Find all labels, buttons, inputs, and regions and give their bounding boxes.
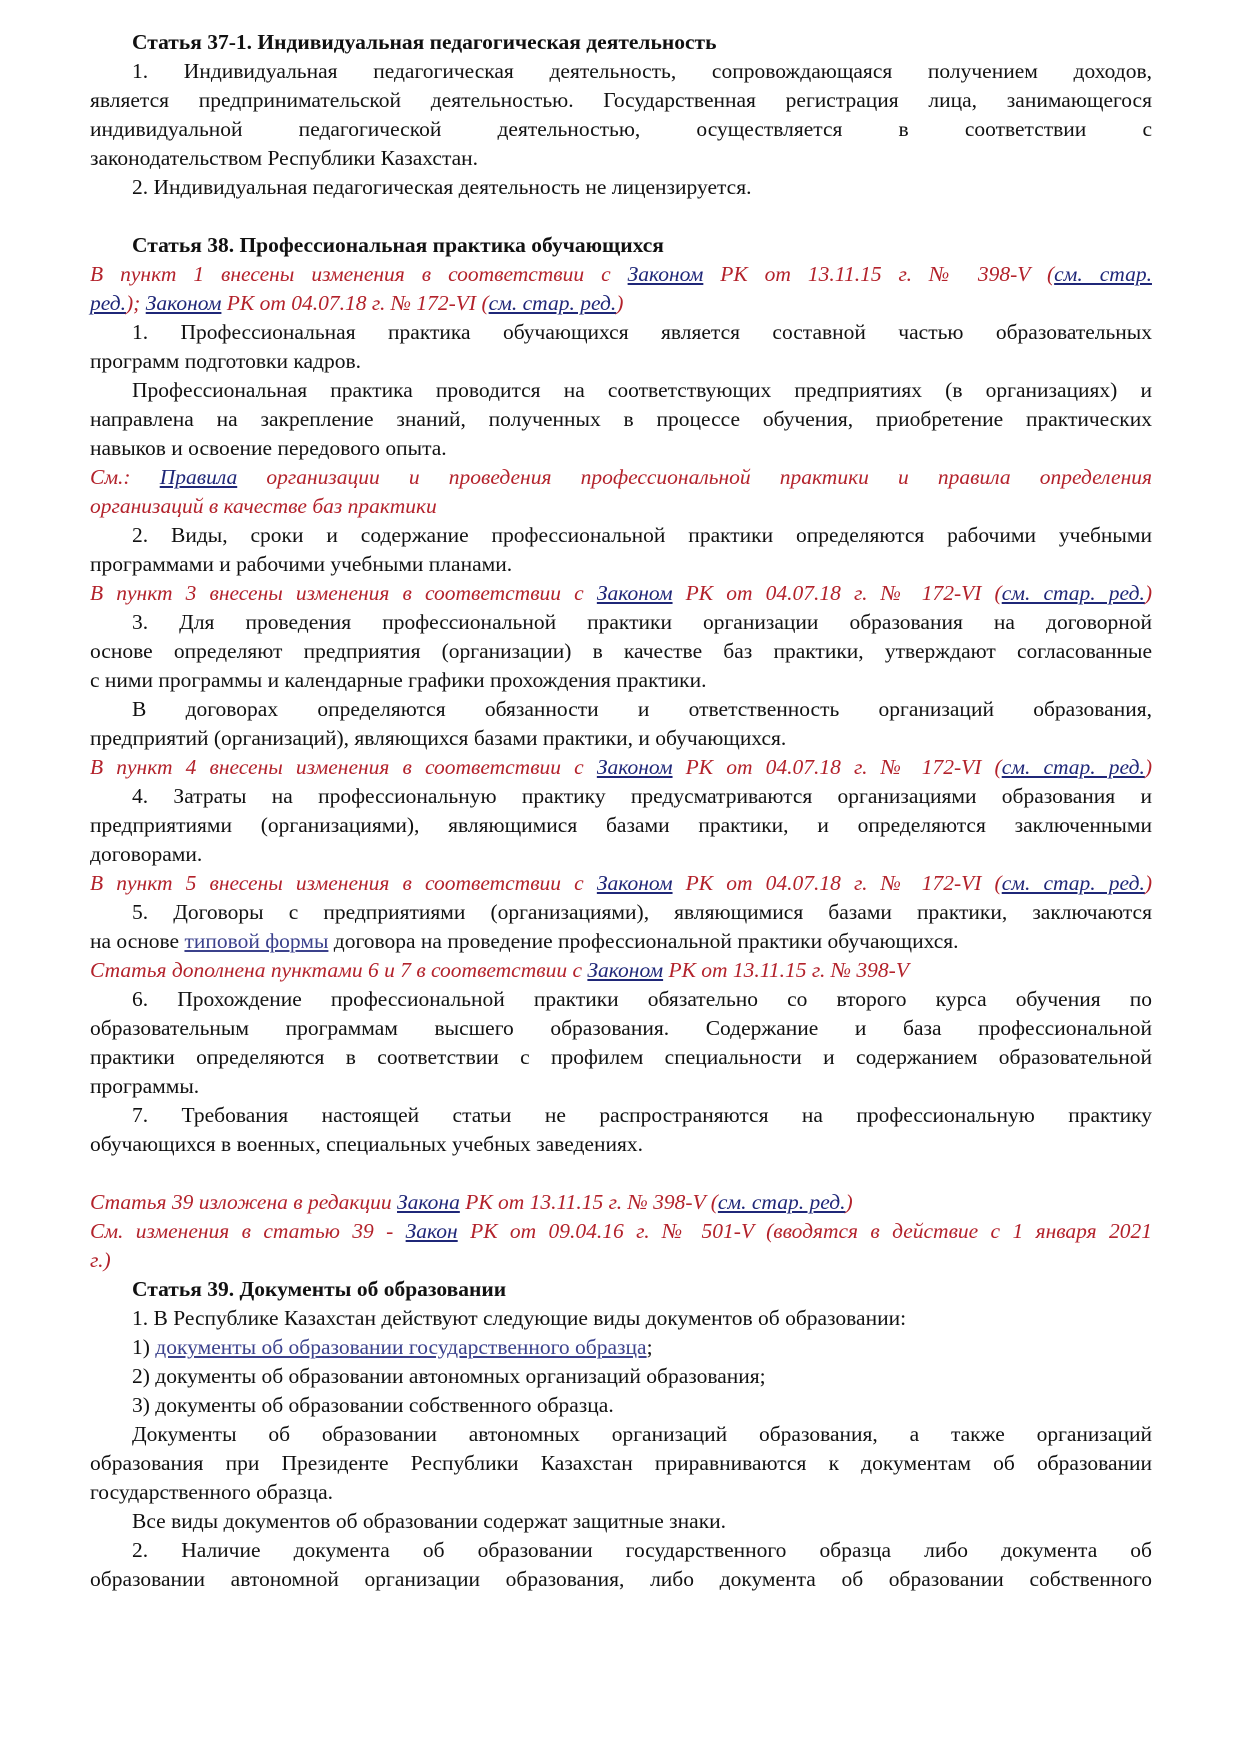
amendment-text: В пункт 4 внесены изменения в соответствии с (90, 755, 597, 779)
old-edition-link[interactable]: см. стар. (1054, 262, 1152, 286)
paragraph-line: основе определяют предприятия (организации) в качестве баз практики, утверждают согласованные (90, 639, 1152, 663)
state-documents-link[interactable]: документы об образовании государственного образца (155, 1335, 647, 1359)
spacer (90, 1159, 1152, 1188)
paragraph-text: договора на проведение профессиональной практики обучающихся. (328, 929, 959, 953)
paragraph-line: предприятий (организаций), являющихся базами практики, и обучающихся. (90, 726, 787, 750)
paragraph-line: 3. Для проведения профессиональной практики организации образования на договорной (132, 610, 1152, 634)
article-39 (90, 1188, 1152, 1594)
note-text: ) (845, 1190, 853, 1214)
amendment-text: ); (126, 291, 146, 315)
see-prefix: См.: (90, 465, 160, 489)
see-rules-note (90, 463, 1152, 492)
amendment-text: ) (616, 291, 624, 315)
amendment-text: РК от 13.11.15 г. № 398-V (663, 958, 909, 982)
paragraph-text: на основе (90, 929, 185, 953)
paragraph-line: обучающихся в военных, специальных учебных заведениях. (90, 1132, 643, 1156)
paragraph-line: 4. Затраты на профессиональную практику предусматриваются организациями образования и (132, 784, 1152, 808)
amendment-text: РК от 04.07.18 г. № 172-VI ( (672, 755, 1002, 779)
article-heading: Статья 39. Документы об образовании (132, 1277, 507, 1301)
amendment-text: ) (1144, 755, 1152, 779)
article-heading: Статья 38. Профессиональная практика обучающихся (132, 233, 664, 257)
edition-note (90, 1188, 1152, 1217)
amendment-note (90, 289, 1152, 318)
paragraph-line: индивидуальной педагогической деятельностью, осуществляется в соответствии с (90, 117, 1152, 141)
paragraph-line: государственного образца. (90, 1480, 334, 1504)
list-punct: ; (646, 1335, 653, 1359)
list-item: 3) документы об образовании собственного образца. (132, 1393, 614, 1417)
paragraph-line: образовании автономной организации образования, либо документа об образовании собственного (90, 1567, 1152, 1591)
paragraph-line: Документы об образовании автономных организаций образования, а также организаций (132, 1422, 1152, 1446)
paragraph-line: программами и рабочими учебными планами. (90, 552, 513, 576)
amendment-note (90, 956, 1152, 985)
amendment-text: В пункт 3 внесены изменения в соответствии с (90, 581, 597, 605)
amendment-text: Статья дополнена пунктами 6 и 7 в соответствии с (90, 958, 588, 982)
amendment-text: В пункт 1 внесены изменения в соответствии с (90, 262, 628, 286)
note-text: См. изменения в статью 39 - (90, 1219, 406, 1243)
amendment-text: РК от 04.07.18 г. № 172-VI ( (221, 291, 489, 315)
old-edition-link[interactable]: см. стар. ред. (1001, 581, 1145, 605)
paragraph-line: 7. Требования настоящей статьи не распространяются на профессиональную практику (132, 1103, 1152, 1127)
paragraph-line: Все виды документов об образовании содержат защитные знаки. (132, 1509, 727, 1533)
amendment-text: РК от 04.07.18 г. № 172-VI ( (672, 581, 1002, 605)
law-link[interactable]: Законом (596, 581, 673, 605)
note-text: РК от 13.11.15 г. № 398-V ( (459, 1190, 718, 1214)
paragraph-line: 1. Профессиональная практика обучающихся является составной частью образовательных (132, 320, 1152, 344)
law-link[interactable]: Законом (596, 755, 673, 779)
paragraph-line: 1. Индивидуальная педагогическая деятельность, сопровождающаяся получением доходов, (132, 59, 1152, 83)
paragraph-line: 2. Индивидуальная педагогическая деятельность не лицензируется. (132, 175, 752, 199)
list-item (90, 1333, 1152, 1362)
article-heading: Статья 37-1. Индивидуальная педагогическая деятельность (132, 30, 717, 54)
rules-link[interactable]: Правила (159, 465, 238, 489)
law-link[interactable]: Законом (587, 958, 664, 982)
amendment-note (90, 260, 1152, 289)
amendment-note (90, 579, 1152, 608)
law-link[interactable]: Закон (405, 1219, 458, 1243)
paragraph-line: программы. (90, 1074, 200, 1098)
amendment-text: ) (1144, 581, 1152, 605)
old-edition-link[interactable]: см. стар. ред. (1001, 871, 1145, 895)
old-edition-link[interactable]: см. стар. ред. (717, 1190, 846, 1214)
note-text: Статья 39 изложена в редакции (90, 1190, 398, 1214)
document-page (90, 28, 1152, 1594)
paragraph-line: Профессиональная практика проводится на соответствующих предприятиях (в организациях) и (132, 378, 1152, 402)
paragraph-line: законодательством Республики Казахстан. (90, 146, 479, 170)
list-item: 2) документы об образовании автономных организаций образования; (132, 1364, 766, 1388)
see-text: организации и проведения профессиональной практики и правила определения (237, 465, 1152, 489)
law-link[interactable]: Законом (627, 262, 704, 286)
spacer (90, 202, 1152, 231)
note-text: РК от 09.04.16 г. № 501-V (вводятся в действие с 1 января 2021 (457, 1219, 1152, 1243)
amendment-note (90, 753, 1152, 782)
amendment-note (90, 869, 1152, 898)
paragraph-line: 5. Договоры с предприятиями (организациями), являющимися базами практики, заключаются (132, 900, 1152, 924)
see-rules-note: организаций в качестве баз практики (90, 494, 437, 518)
changes-note: г.) (90, 1248, 111, 1272)
amendment-text: В пункт 5 внесены изменения в соответствии с (90, 871, 597, 895)
paragraph-line: образовательным программам высшего образования. Содержание и база профессиональной (90, 1016, 1152, 1040)
article-37-1 (90, 28, 1152, 202)
paragraph-line: образования при Президенте Республики Казахстан приравниваются к документам об образовании (90, 1451, 1152, 1475)
old-edition-link[interactable]: см. стар. ред. (1001, 755, 1145, 779)
paragraph-line: является предпринимательской деятельностью. Государственная регистрация лица, занимающегося (90, 88, 1152, 112)
list-number: 1) (132, 1335, 156, 1359)
article-38 (90, 231, 1152, 1159)
amendment-text: ) (1144, 871, 1152, 895)
paragraph-line: 1. В Республике Казахстан действуют следующие виды документов об образовании: (132, 1306, 907, 1330)
old-edition-link[interactable]: см. стар. ред. (488, 291, 617, 315)
paragraph-line: с ними программы и календарные графики прохождения практики. (90, 668, 707, 692)
paragraph-line: направлена на закрепление знаний, полученных в процессе обучения, приобретение практических (90, 407, 1152, 431)
old-edition-link[interactable]: ред. (90, 291, 127, 315)
amendment-text: РК от 04.07.18 г. № 172-VI ( (672, 871, 1002, 895)
paragraph-line: договорами. (90, 842, 203, 866)
standard-form-link[interactable]: типовой формы (184, 929, 329, 953)
paragraph-line: В договорах определяются обязанности и ответственность организаций образования, (132, 697, 1152, 721)
paragraph-line: 2. Виды, сроки и содержание профессиональной практики определяются рабочими учебными (132, 523, 1152, 547)
law-link[interactable]: Законом (596, 871, 673, 895)
law-link[interactable]: Закона (397, 1190, 460, 1214)
changes-note (90, 1217, 1152, 1246)
paragraph-line: 2. Наличие документа об образовании государственного образца либо документа об (132, 1538, 1152, 1562)
paragraph-line: программ подготовки кадров. (90, 349, 361, 373)
paragraph-line: практики определяются в соответствии с профилем специальности и содержанием образовательной (90, 1045, 1152, 1069)
paragraph-line: навыков и освоение передового опыта. (90, 436, 447, 460)
law-link[interactable]: Законом (145, 291, 222, 315)
paragraph-line: 6. Прохождение профессиональной практики обязательно со второго курса обучения по (132, 987, 1152, 1011)
amendment-text: РК от 13.11.15 г. № 398-V ( (703, 262, 1055, 286)
paragraph-line: предприятиями (организациями), являющимися базами практики, и определяются заключенными (90, 813, 1152, 837)
paragraph-line (90, 927, 1152, 956)
